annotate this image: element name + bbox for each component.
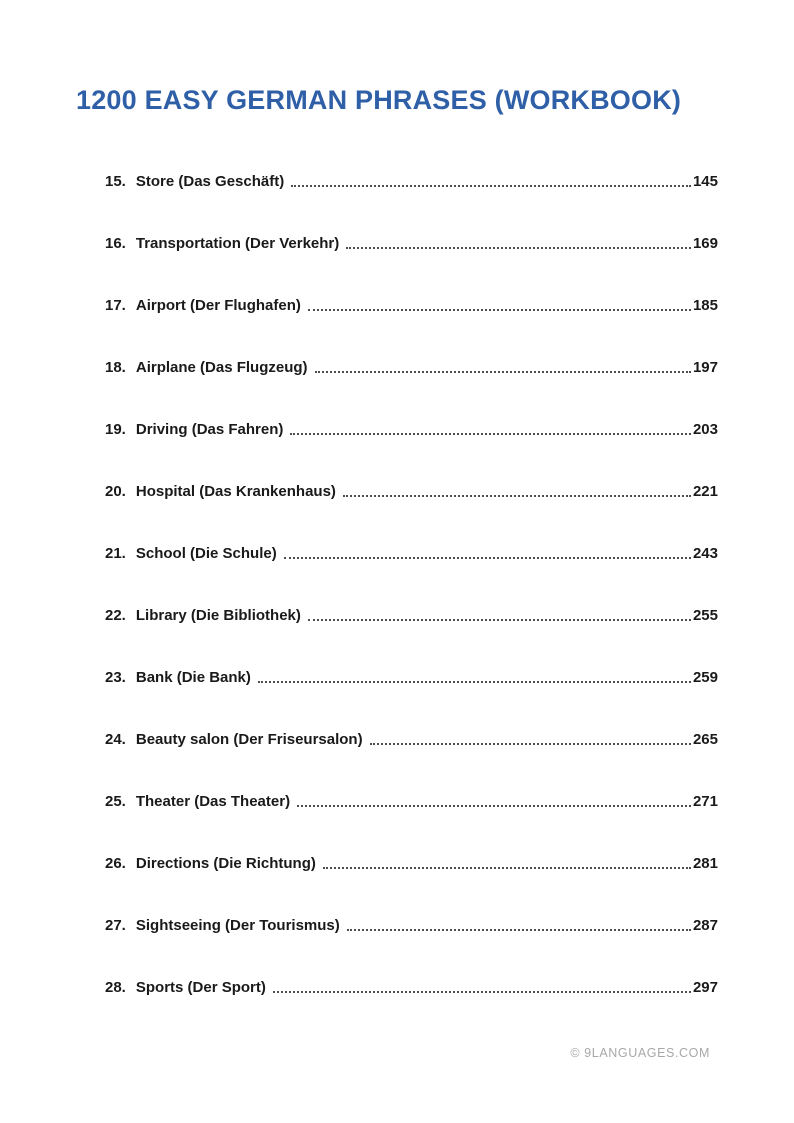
toc-entry-page: 197 [692,359,718,377]
toc-entry-label: Beauty salon (Der Friseursalon) [135,731,363,749]
toc-entry-label: Driving (Das Fahren) [135,421,284,439]
toc-entry-label: Theater (Das Theater) [135,793,291,811]
toc-leader-dots [308,619,691,621]
toc-leader-dots [370,743,691,745]
toc-entry-number: 27. [105,917,126,935]
toc-entry-number: 22. [105,607,126,625]
toc-leader-dots [315,371,691,373]
toc-list [76,166,718,996]
page-title: 1200 EASY GERMAN PHRASES (WORKBOOK) [76,85,682,115]
toc-entry-page: 203 [692,421,718,439]
toc-entry [105,910,718,934]
toc-entry-page: 265 [692,731,718,749]
toc-leader-dots [308,309,691,311]
toc-entry-page: 297 [692,979,718,997]
toc-entry [105,538,718,562]
toc-entry-label: Bank (Die Bank) [135,669,251,687]
toc-entry-number: 24. [105,731,126,749]
toc-entry-page: 287 [692,917,718,935]
toc-entry [105,972,718,996]
toc-entry-number: 23. [105,669,126,687]
toc-entry-page: 243 [692,545,718,563]
toc-leader-dots [291,185,691,187]
toc-entry-page: 145 [692,173,718,191]
toc-entry-label: Directions (Die Richtung) [135,855,316,873]
toc-entry-label: Airplane (Das Flugzeug) [135,359,308,377]
toc-leader-dots [273,991,691,993]
toc-entry-number: 19. [105,421,126,439]
toc-entry-number: 15. [105,173,126,191]
toc-leader-dots [343,495,691,497]
toc-entry-page: 221 [692,483,718,501]
toc-entry-number: 28. [105,979,126,997]
toc-entry-page: 169 [692,235,718,253]
toc-leader-dots [284,557,691,559]
toc-entry [105,476,718,500]
toc-leader-dots [346,247,691,249]
toc-entry [105,786,718,810]
toc-entry-label: Airport (Der Flughafen) [135,297,301,315]
toc-entry-number: 26. [105,855,126,873]
toc-entry [105,414,718,438]
toc-entry-page: 281 [692,855,718,873]
toc-entry-number: 16. [105,235,126,253]
toc-entry [105,228,718,252]
toc-leader-dots [290,433,691,435]
toc-entry-label: Hospital (Das Krankenhaus) [135,483,336,501]
toc-entry-page: 271 [692,793,718,811]
toc-entry-page: 185 [692,297,718,315]
toc-entry-label: Store (Das Geschäft) [135,173,285,191]
toc-entry [105,600,718,624]
toc-entry-label: School (Die Schule) [135,545,277,563]
footer-copyright: © 9LANGUAGES.COM [570,1046,710,1060]
toc-leader-dots [258,681,691,683]
toc-entry-number: 21. [105,545,126,563]
toc-entry [105,352,718,376]
toc-entry-number: 25. [105,793,126,811]
toc-entry-page: 255 [692,607,718,625]
toc-leader-dots [347,929,691,931]
toc-entry-number: 17. [105,297,126,315]
toc-entry [105,724,718,748]
toc-entry [105,166,718,190]
toc-entry-page: 259 [692,669,718,687]
toc-entry [105,662,718,686]
toc-entry-label: Transportation (Der Verkehr) [135,235,340,253]
toc-entry-label: Sports (Der Sport) [135,979,266,997]
toc-entry-label: Sightseeing (Der Tourismus) [135,917,340,935]
toc-leader-dots [323,867,691,869]
toc-entry-number: 20. [105,483,126,501]
toc-entry [105,848,718,872]
toc-entry [105,290,718,314]
toc-leader-dots [297,805,691,807]
toc-entry-number: 18. [105,359,126,377]
toc-entry-label: Library (Die Bibliothek) [135,607,301,625]
